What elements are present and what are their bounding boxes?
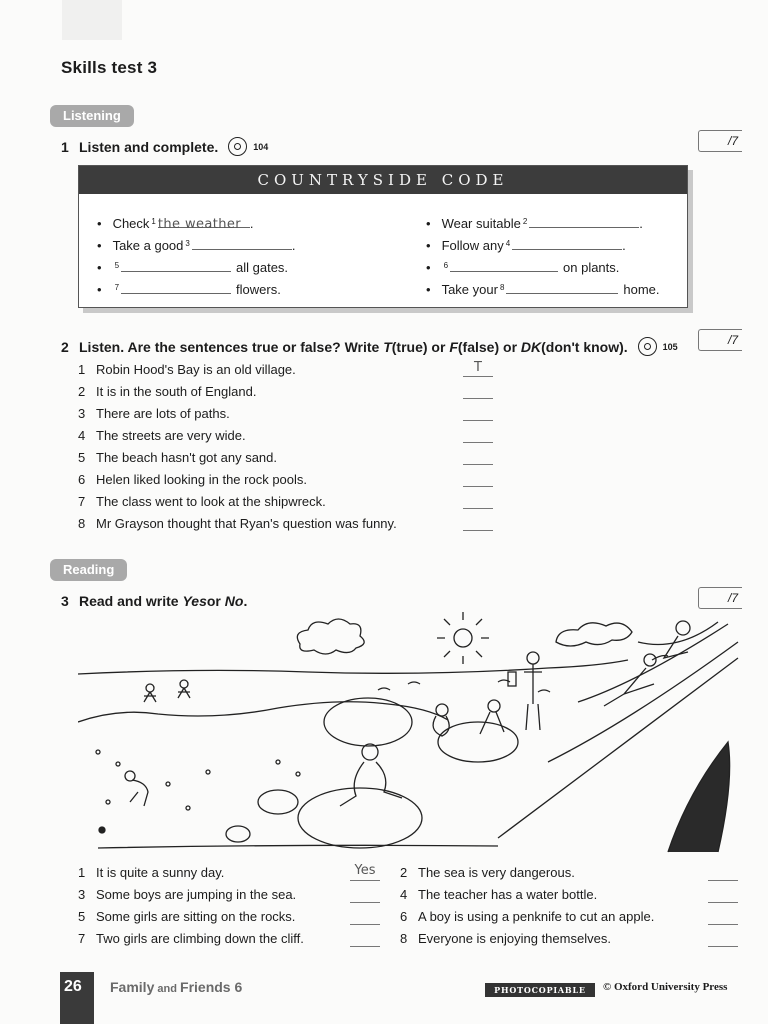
reading-section-label: Reading [50, 559, 127, 581]
climbing-children [604, 621, 690, 706]
instruction-part: (true) or [391, 338, 446, 355]
code-item-text: • Follow any [441, 238, 504, 253]
code-item-text: • Take your [441, 282, 498, 297]
statement-text: It is in the south of England. [96, 384, 257, 399]
answer-blank[interactable] [463, 493, 493, 509]
teacher-figure [508, 652, 542, 730]
statement-text: A boy is using a penknife to cut an apple. [418, 909, 655, 924]
statement-row [78, 359, 498, 381]
statement-text: The sea is very dangerous. [418, 865, 575, 880]
rock [258, 790, 298, 814]
statement-number: 5 [78, 909, 86, 924]
code-list-right [426, 213, 660, 301]
question-2-heading [61, 337, 678, 356]
ground-line [98, 845, 498, 848]
answer-blank[interactable] [463, 383, 493, 399]
statement-row [78, 447, 498, 469]
statement-text: Everyone is enjoying themselves. [418, 931, 611, 946]
boy-with-apple [340, 744, 402, 806]
statement-number: 6 [78, 472, 86, 487]
answer-blank[interactable] [708, 908, 738, 925]
footnote-number: 4 [505, 239, 511, 248]
boys-in-sea [144, 680, 190, 702]
instruction-part: Read and write [79, 593, 179, 609]
background-shape [62, 0, 122, 40]
question-1-heading [61, 137, 268, 156]
question-instruction: Listen and complete. [79, 138, 219, 155]
code-item-text: . [291, 238, 296, 253]
statement-row [78, 425, 498, 447]
instruction-part: T [383, 338, 392, 355]
statement-row [78, 403, 498, 425]
footnote-number: 1 [151, 217, 156, 226]
answer-blank[interactable] [463, 515, 493, 531]
statement-row [78, 513, 498, 535]
statement-row [78, 862, 388, 884]
cliff-face [668, 742, 730, 852]
answer-blank[interactable] [463, 405, 493, 421]
statement-number: 7 [78, 931, 86, 946]
answer-blank[interactable]: the weather [158, 214, 250, 228]
instruction-part: . [243, 593, 248, 609]
code-item-text: . [639, 216, 643, 231]
instruction-part: Listen. Are the sentences true or false? Write [79, 338, 380, 355]
rock [438, 722, 518, 762]
answer-blank[interactable] [450, 258, 558, 272]
statement-text: The streets are very wide. [96, 428, 246, 443]
statement-text: Some girls are sitting on the rocks. [96, 909, 296, 924]
answer-blank[interactable] [708, 864, 738, 881]
statement-number: 5 [78, 450, 86, 465]
answer-blank[interactable] [506, 280, 618, 294]
answer-blank[interactable] [529, 214, 639, 228]
statement-row [78, 469, 498, 491]
code-item [97, 257, 295, 279]
code-item [426, 213, 660, 235]
instruction-part: No [224, 593, 244, 609]
sun-icon [437, 612, 489, 664]
score-box-q2: /7 [698, 329, 742, 351]
question-number: 1 [61, 138, 69, 155]
answer-blank[interactable] [121, 258, 231, 272]
answer-blank[interactable] [463, 449, 493, 465]
statement-text: The class went to look at the shipwreck. [96, 494, 326, 509]
code-item-text: on plants. [563, 260, 620, 275]
series-part: and [154, 983, 181, 995]
cloud [297, 619, 364, 654]
statement-number: 3 [78, 406, 86, 421]
statement-text: Helen liked looking in the rock pools. [96, 472, 308, 487]
code-item [97, 279, 295, 301]
track-number: 104 [253, 141, 269, 152]
statement-number: 7 [78, 494, 86, 509]
beach-scene-illustration [78, 612, 743, 858]
footnote-number: 8 [499, 283, 505, 292]
instruction-part: Yes [182, 593, 207, 609]
statement-number: 8 [400, 931, 408, 946]
true-false-list [78, 359, 498, 535]
statement-text: Some boys are jumping in the sea. [96, 887, 297, 902]
series-title [110, 979, 242, 995]
code-item-text: . [622, 238, 626, 253]
statement-row [78, 381, 498, 403]
statement-row [400, 906, 740, 928]
question-3-heading [61, 593, 247, 609]
statement-text: The teacher has a water bottle. [418, 887, 598, 902]
code-box-title: COUNTRYSIDE CODE [79, 166, 687, 194]
statement-row [78, 928, 388, 950]
statement-number: 2 [78, 384, 86, 399]
answer-blank[interactable] [463, 427, 493, 443]
answer-blank[interactable] [192, 236, 292, 250]
code-item-text: all gates. [236, 260, 289, 275]
horizon [78, 660, 628, 674]
statement-row [400, 928, 740, 950]
code-item [97, 235, 295, 257]
footnote-number: • 7 [114, 283, 120, 292]
audio-cd-icon[interactable] [228, 137, 247, 156]
code-list-left [97, 213, 295, 301]
code-item-text: • Check [112, 216, 150, 231]
answer-blank[interactable]: T [463, 361, 493, 377]
answer-blank[interactable] [121, 280, 231, 294]
statement-row [78, 491, 498, 513]
statement-row [400, 862, 740, 884]
child-on-beach [125, 771, 148, 806]
answer-blank[interactable] [350, 886, 380, 903]
footnote-number: 2 [522, 217, 528, 226]
statement-text: There are lots of paths. [96, 406, 230, 421]
code-item-text: flowers. [236, 282, 281, 297]
code-item [426, 235, 660, 257]
code-item-text: • Take a good [112, 238, 184, 253]
code-item-text: • Wear suitable [441, 216, 521, 231]
statement-row [78, 906, 388, 928]
code-item-text: . [249, 216, 254, 231]
instruction-part: (don't know). [541, 338, 628, 355]
statement-number: 2 [400, 865, 408, 880]
shoreline [78, 702, 448, 722]
instruction-part: or [206, 593, 221, 609]
statement-number: 6 [400, 909, 408, 924]
statement-row [400, 884, 740, 906]
audio-cd-icon[interactable] [638, 337, 657, 356]
publisher-credit: © Oxford University Press [603, 981, 728, 993]
answer-blank[interactable] [350, 930, 380, 947]
statement-number: 3 [78, 887, 86, 902]
instruction-part: DK [520, 338, 542, 355]
countryside-code-box [78, 165, 688, 308]
code-item [426, 257, 660, 279]
track-number: 105 [662, 341, 678, 352]
page-title: Skills test 3 [61, 58, 158, 77]
score-box-q3: /7 [698, 587, 742, 609]
yes-no-list-left [78, 862, 388, 950]
wave [378, 680, 550, 692]
series-part: Friends 6 [180, 979, 243, 995]
listening-section-label: Listening [50, 105, 134, 127]
statement-text: The beach hasn't got any sand. [96, 450, 277, 465]
statement-number: 4 [78, 428, 86, 443]
code-item [97, 213, 295, 235]
statement-text: Mr Grayson thought that Ryan's question was funny. [96, 516, 397, 531]
rock [298, 788, 422, 848]
footnote-number: 3 [185, 239, 190, 248]
instruction-part: (false) or [457, 338, 518, 355]
statement-number: 4 [400, 887, 408, 902]
statement-row [78, 884, 388, 906]
answer-blank[interactable]: Yes [350, 864, 380, 881]
footnote-number: • 5 [114, 261, 120, 270]
series-part: Family [110, 979, 155, 995]
yes-no-list-right [400, 862, 740, 950]
statement-number: 1 [78, 865, 86, 880]
code-item-text: home. [623, 282, 660, 297]
statement-text: Two girls are climbing down the cliff. [96, 931, 304, 946]
cloud [556, 623, 632, 646]
score-box-q1: /7 [698, 130, 742, 152]
photocopiable-label: PHOTOCOPIABLE [485, 983, 595, 997]
answer-blank[interactable] [708, 930, 738, 947]
footnote-number: • 6 [443, 261, 449, 270]
rock [226, 826, 250, 842]
code-item [426, 279, 660, 301]
statement-text: Robin Hood's Bay is an old village. [96, 362, 296, 377]
statement-text: It is quite a sunny day. [96, 865, 225, 880]
answer-blank[interactable] [708, 886, 738, 903]
question-number: 2 [61, 338, 69, 355]
rock [324, 698, 412, 746]
answer-blank[interactable] [350, 908, 380, 925]
instruction-part: F [449, 338, 458, 355]
answer-blank[interactable] [463, 471, 493, 487]
statement-number: 8 [78, 516, 86, 531]
question-number: 3 [61, 593, 69, 609]
answer-blank[interactable] [512, 236, 622, 250]
page-number-tab: 26 [60, 972, 94, 1024]
statement-number: 1 [78, 362, 86, 377]
